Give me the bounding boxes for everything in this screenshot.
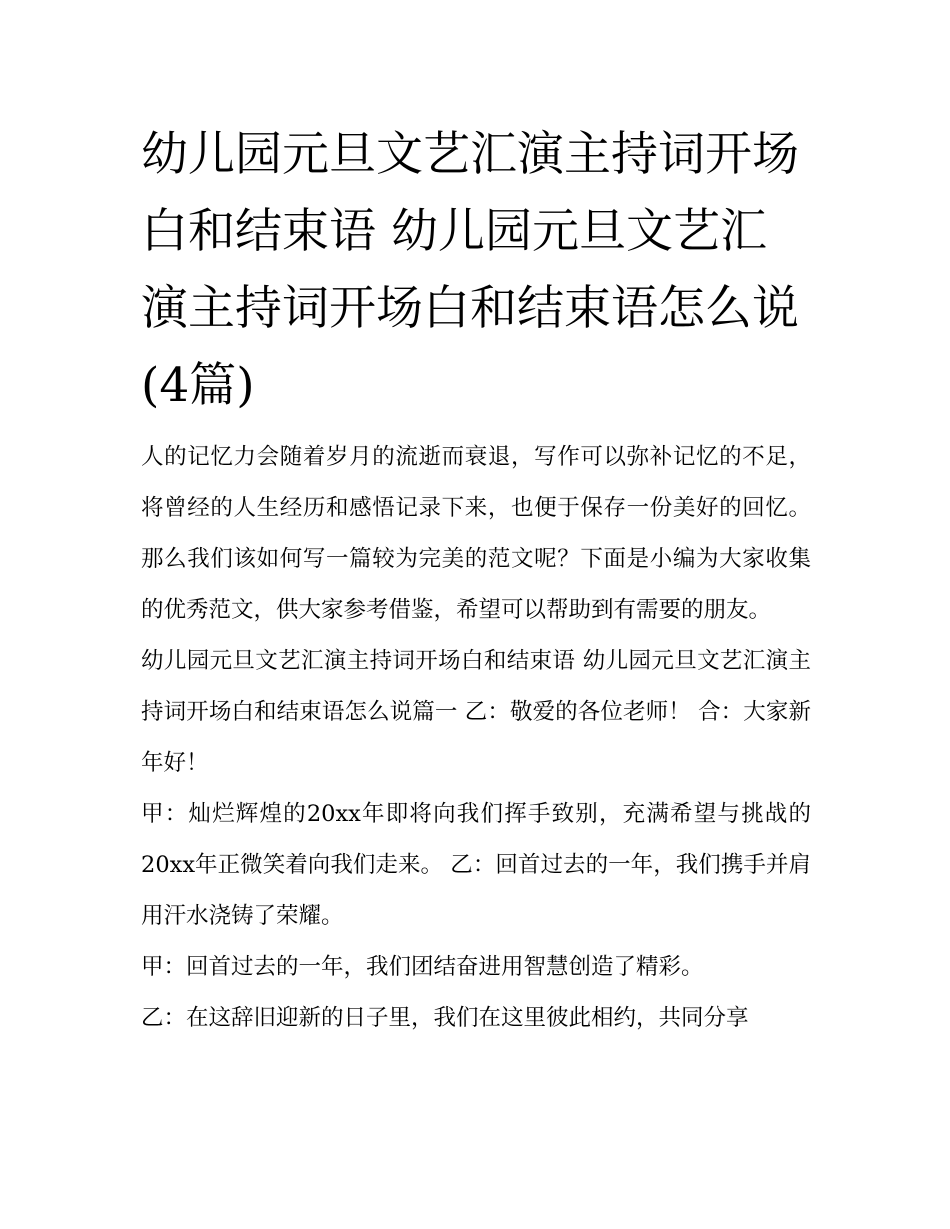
body-paragraph: 甲：回首过去的一年，我们团结奋进用智慧创造了精彩。 [141,954,704,980]
body-paragraph: 幼儿园元旦文艺汇演主持词开场白和结束语 幼儿园元旦文艺汇演主持词开场白和结束语怎么说篇一 乙：敬爱的各位老师！ 合：大家新年好！ [141,648,811,776]
document-title: 幼儿园元旦文艺汇演主持词开场白和结束语 幼儿园元旦文艺汇演主持词开场白和结束语怎么说(4篇) [141,127,799,413]
body-paragraph: 甲：灿烂辉煌的20xx年即将向我们挥手致别，充满希望与挑战的20xx年正微笑着向我们走来。 乙：回首过去的一年，我们携手并肩用汗水浇铸了荣耀。 [141,801,811,929]
intro-paragraph: 人的记忆力会随着岁月的流逝而衰退，写作可以弥补记忆的不足，将曾经的人生经历和感悟记录下来，也便于保存一份美好的回忆。那么我们该如何写一篇较为完美的范文呢？下面是小编为大家收集的优秀范文，供大家参考借鉴，希望可以帮助到有需要的朋友。 [141,444,811,623]
document-page [141,116,811,1044]
body-paragraph: 乙：在这辞旧迎新的日子里，我们在这里彼此相约，共同分享 [141,1005,749,1031]
